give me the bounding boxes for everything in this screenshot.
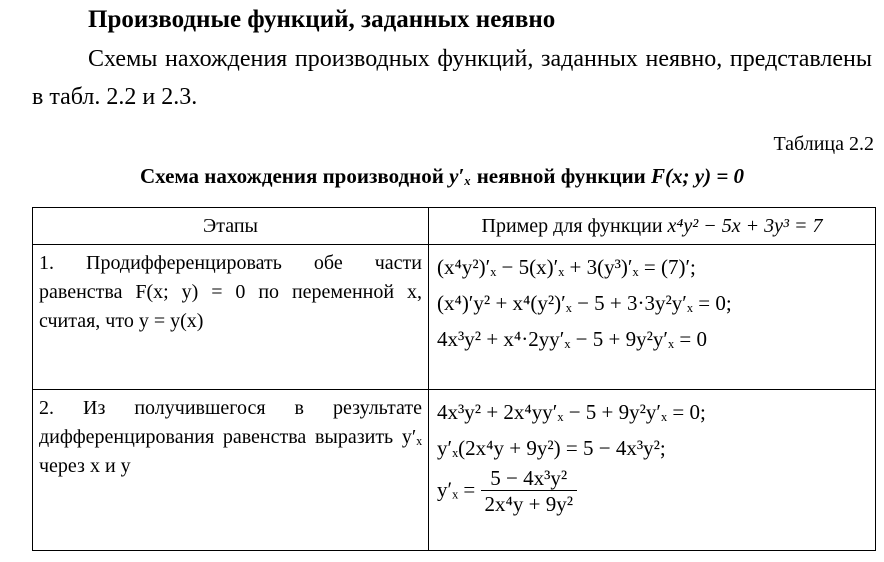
final-lhs: y′ₓ =: [437, 477, 476, 502]
formula-line: y′ₓ(2x⁴y + 9y²) = 5 − 4x³y²;: [437, 436, 666, 460]
step-cell-2: 2. Из получившегося в результате дифференцирования равенства выразить y′ₓ через x и y: [33, 390, 429, 551]
section-title: Производные функций, заданных неявно: [88, 6, 556, 33]
header-example-function: x⁴y² − 5x + 3y³ = 7: [667, 214, 823, 237]
fraction-numerator: 5 − 4x³y²: [481, 466, 577, 491]
caption-function: F(x; y) = 0: [651, 164, 745, 188]
step-cell-1: 1. Продифференцировать обе части равенства F(x; y) = 0 по переменной x, считая, что y = y(x): [33, 245, 429, 390]
formula-line: (x⁴)′y² + x⁴(y²)′ₓ − 5 + 3·3y²y′ₓ = 0;: [437, 291, 732, 315]
formula-line: 4x³y² + 2x⁴yy′ₓ − 5 + 9y²y′ₓ = 0;: [437, 400, 706, 424]
table-row: [33, 245, 876, 390]
header-stages: Этапы: [33, 208, 429, 245]
fraction-denominator: 2x⁴y + 9y²: [484, 492, 573, 516]
caption-middle: неявной функции: [476, 164, 646, 188]
caption-derivative: y′ₓ: [449, 164, 472, 188]
table-row: [33, 390, 876, 551]
intro-paragraph: Схемы нахождения производных функций, заданных неявно, представлены в табл. 2.2 и 2.3.: [32, 46, 872, 110]
header-example: [429, 208, 876, 245]
fraction: [481, 466, 577, 517]
example-cell-1: [429, 245, 876, 390]
scheme-table: [32, 207, 876, 551]
table-header-row: [33, 208, 876, 245]
header-example-prefix: Пример для функции: [481, 214, 663, 237]
table-caption: [0, 164, 884, 189]
formula-line: 4x³y² + x⁴·2yy′ₓ − 5 + 9y²y′ₓ = 0: [437, 327, 707, 351]
example-cell-2: [429, 390, 876, 551]
formula-line: (x⁴y²)′ₓ − 5(x)′ₓ + 3(y³)′ₓ = (7)′;: [437, 255, 696, 279]
caption-prefix: Схема нахождения производной: [139, 164, 444, 188]
final-formula: [437, 466, 869, 517]
table-number: Таблица 2.2: [773, 133, 874, 155]
